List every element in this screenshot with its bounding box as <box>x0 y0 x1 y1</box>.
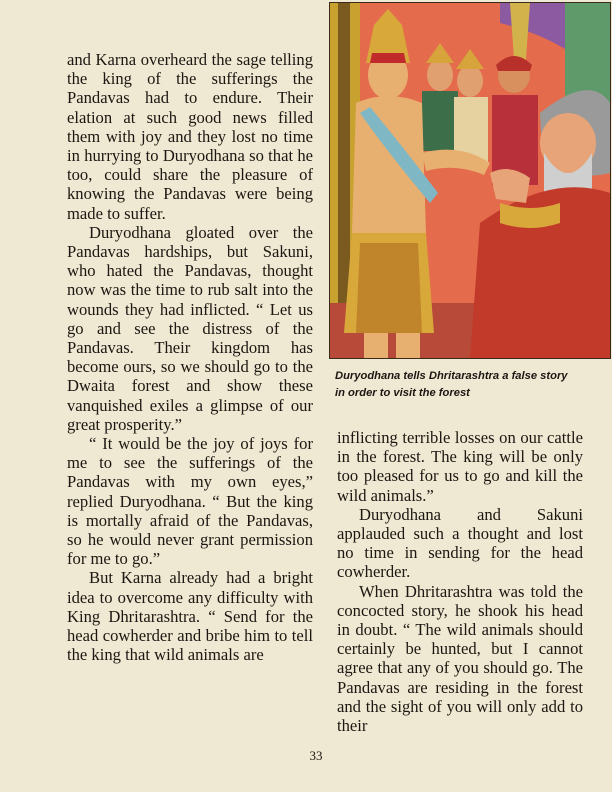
paragraph: But Karna already had a bright idea to overcome any difficulty with King Dhritarashtra. “ Send for the head cowherder and bribe him to tell the king that wild animals are <box>67 568 313 665</box>
illustration-drawing <box>330 3 610 358</box>
right-text-column <box>337 428 583 735</box>
paragraph: Duryodhana and Sakuni applauded such a thought and lost no time in sending for the head cowherder. <box>337 504 583 582</box>
paragraph: and Karna overheard the sage telling the king of the sufferings the Pandavas had to endure. Their elation at such good news filled them with joy and they lost no time in hurrying to Duryodhana so that he too, could share the pleasure of knowing the Pandavas were being made to suffer. <box>67 50 313 223</box>
paragraph: “ It would be the joy of joys for me to see the sufferings of the Pandavas with my own eyes,” replied Duryodhana. “ But the king is mortally afraid of the Pandavas, so he would never grant permission for me to go.” <box>67 434 313 569</box>
illustration-caption: Duryodhana tells Dhritarashtra a false story in order to visit the forest <box>335 370 568 399</box>
paragraph: inflicting terrible losses on our cattle in the forest. The king will be only too pleased for us to go and kill the wild animals.” <box>337 428 583 505</box>
paragraph: Duryodhana gloated over the Pandavas hardships, but Sakuni, who hated the Pandavas, thought now was the time to rub salt into the wounds they had inflicted. “ Let us go and see the distress of the Pandavas. Their kingdom has become ours, so we should go to the Dwaita forest and show these vanquished exiles a glimpse of our great prosperity.” <box>67 222 313 434</box>
paragraph: When Dhritarashtra was told the concocted story, he shook his head in doubt. “ The wild animals should certainly be hunted, but I cannot agree that any of you should go. The Pandavas are residing in the forest and the sight of you will only add to their <box>337 581 583 736</box>
page-number: 33 <box>309 748 323 763</box>
left-text-column <box>67 50 313 665</box>
story-illustration <box>329 2 611 359</box>
